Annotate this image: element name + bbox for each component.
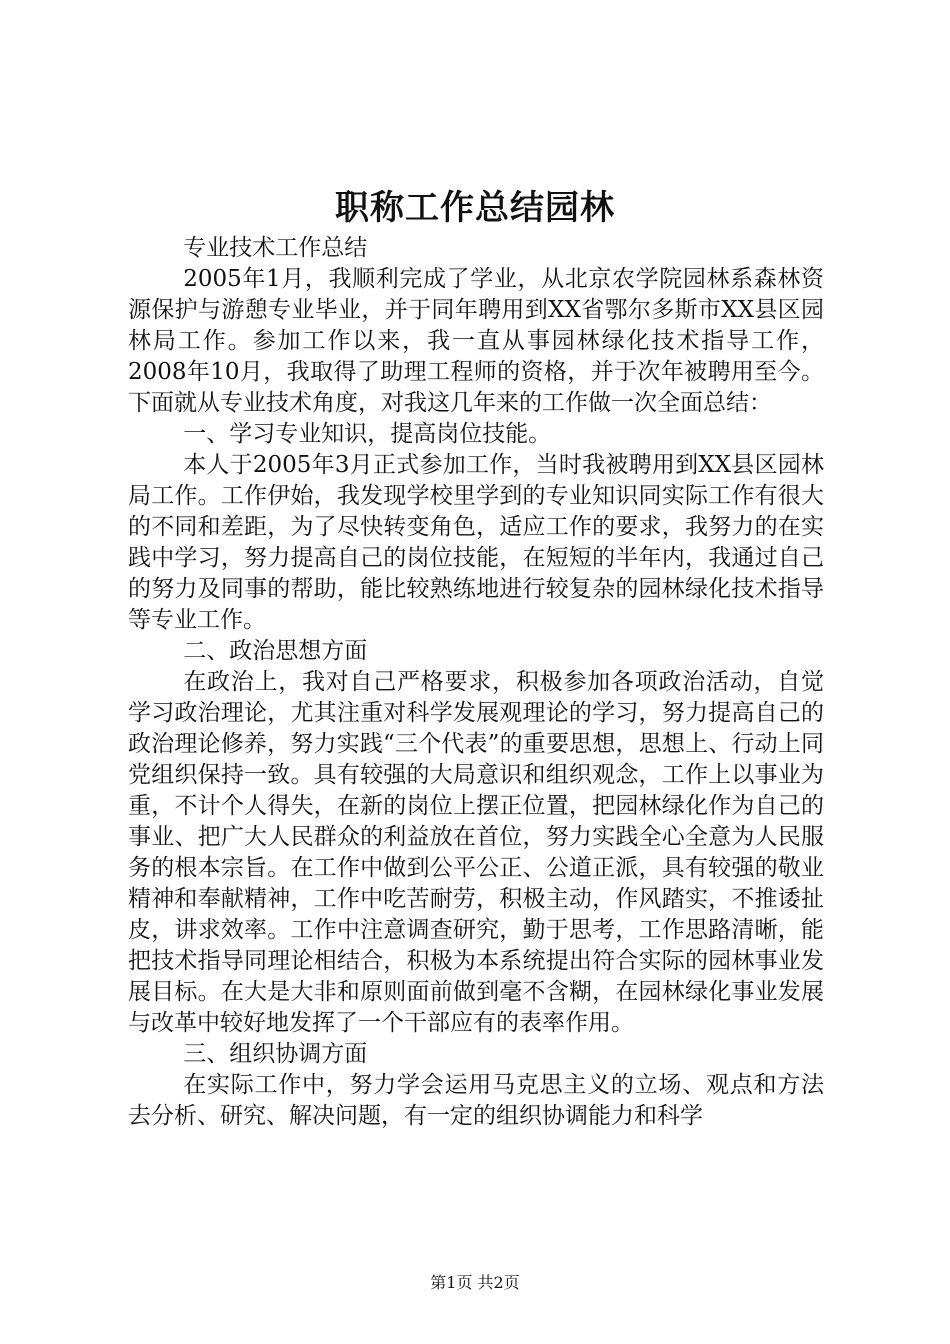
body-paragraph-3: 在实际工作中，努力学会运用马克思主义的立场、观点和方法去分析、研究、解决问题，有一定的组织协调能力和科学	[128, 1072, 824, 1129]
document-body	[128, 233, 824, 1132]
section-heading-summary: 专业技术工作总结	[183, 235, 368, 261]
section-heading-1: 一、学习专业知识，提高岗位技能。	[183, 421, 552, 447]
document-title: 职称工作总结园林	[335, 188, 615, 228]
body-paragraph-1: 本人于2005年3月正式参加工作，当时我被聘用到XX县区园林局工作。工作伊始，我发现学校里学到的专业知识同实际工作有很大的不同和差距，为了尽快转变角色，适应工作的要求，我努力的在实践中学习，努力提高自己的岗位技能，在短短的半年内，我通过自己的努力及同事的帮助，能比较熟练地进行较复杂的园林绿化技术指导等专业工作。	[128, 452, 824, 633]
page-footer: 第1页 共2页	[430, 1273, 520, 1292]
section-heading-2: 二、政治思想方面	[183, 638, 368, 664]
body-paragraph-intro: 2005年1月，我顺利完成了学业，从北京农学院园林系森林资源保护与游憩专业毕业，并于同年聘用到XX省鄂尔多斯市XX县区园林局工作。参加工作以来，我一直从事园林绿化技术指导工作，2008年10月，我取得了助理工程师的资格，并于次年被聘用至今。下面就从专业技术角度，对我这几年来的工作做一次全面总结：	[128, 266, 824, 416]
section-heading-3: 三、组织协调方面	[183, 1041, 368, 1067]
body-paragraph-2: 在政治上，我对自己严格要求，积极参加各项政治活动，自觉学习政治理论，尤其注重对科学发展观理论的学习，努力提高自己的政治理论修养，努力实践“三个代表”的重要思想，思想上、行动上同党组织保持一致。具有较强的大局意识和组织观念，工作上以事业为重，不计个人得失，在新的岗位上摆正位置，把园林绿化作为自己的事业、把广大人民群众的利益放在首位，努力实践全心全意为人民服务的根本宗旨。在工作中做到公平公正、公道正派，具有较强的敬业精神和奉献精神，工作中吃苦耐劳，积极主动，作风踏实，不推诿扯皮，讲求效率。工作中注意调查研究，勤于思考，工作思路清晰，能把技术指导同理论相结合，积极为本系统提出符合实际的园林事业发展目标。在大是大非和原则面前做到毫不含糊，在园林绿化事业发展与改革中较好地发挥了一个干部应有的表率作用。	[128, 669, 824, 1036]
